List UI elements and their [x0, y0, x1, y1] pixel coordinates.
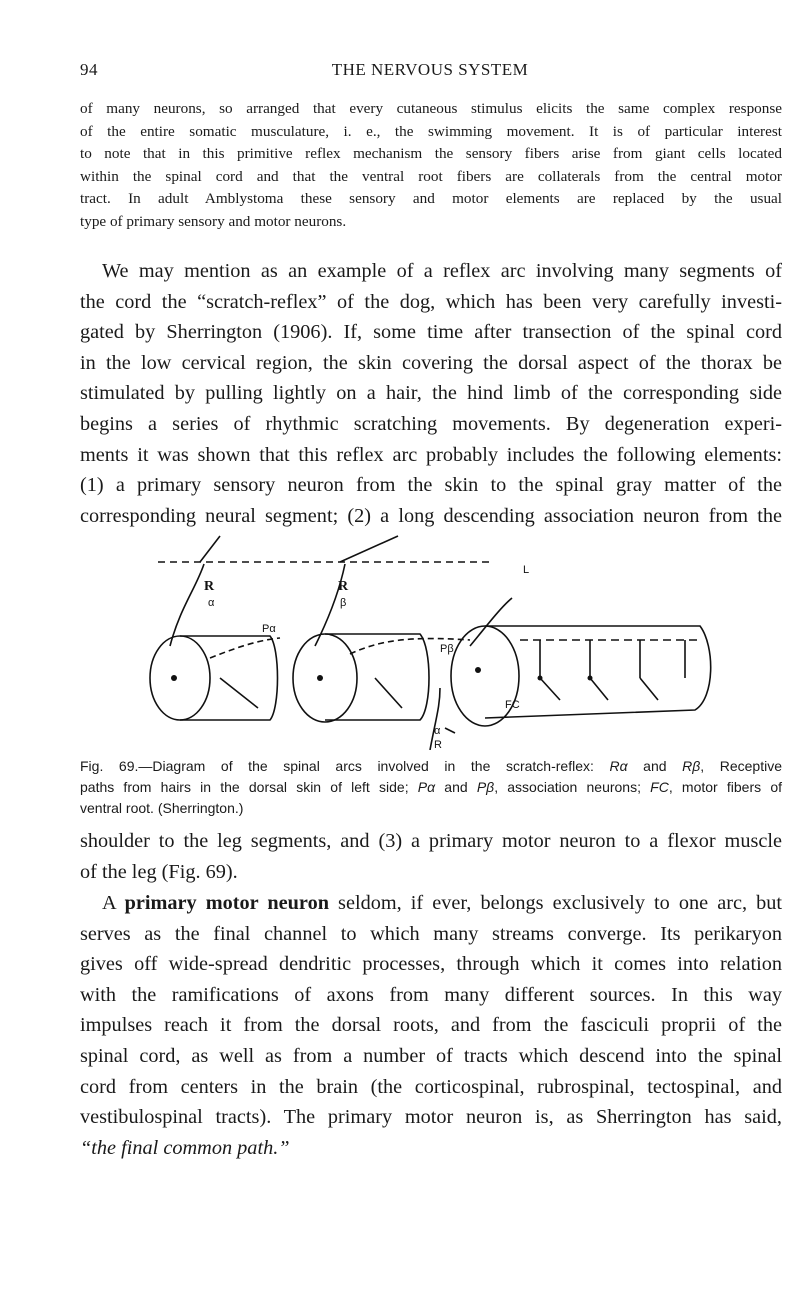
caption-text: , motor fibers of — [668, 779, 782, 795]
caption-fig: Fig. 69. — [80, 758, 139, 774]
text-line: in the low cervical region, the skin covering the dorsal aspect of the thorax be — [80, 351, 782, 374]
text-run: A — [102, 892, 125, 914]
cell-body — [317, 675, 323, 681]
label-r-beta: R — [338, 579, 349, 594]
text-line: gated by Sherrington (1906). If, some time after transection of the spinal cord — [80, 321, 782, 344]
figure-69-diagram — [140, 528, 720, 750]
text-line: gives off wide-spread dendritic processes, through which it comes into relation — [80, 953, 782, 976]
running-head — [80, 60, 780, 82]
cell-body — [588, 676, 593, 681]
text-line: We may mention as an example of a reflex arc involving many segments of — [102, 260, 782, 282]
label-r-alpha: R — [204, 579, 215, 594]
text-line: to note that in this primitive reflex mechanism the sensory fibers arise from giant cells located — [80, 145, 782, 163]
caption-text: , Receptive — [700, 758, 782, 774]
caption-pa: Pα — [417, 779, 436, 795]
text-line: of the leg (Fig. 69). — [80, 860, 238, 883]
text-line: begins a series of rhythmic scratching movements. By degeneration experi- — [80, 412, 782, 435]
label-p-beta: Pβ — [440, 643, 454, 655]
label-r-lower: R — [434, 739, 442, 750]
hair-beta — [340, 536, 398, 562]
spinal-arcs-diagram — [140, 528, 720, 750]
cord-segment-3 — [451, 626, 519, 726]
page-number: 94 — [80, 60, 98, 79]
label-alpha-lower: α — [434, 725, 441, 737]
caption-text: and — [435, 779, 477, 795]
text-line: serves as the final channel to which many streams converge. Its perikaryon — [80, 922, 782, 945]
cord-segment-1 — [150, 636, 210, 720]
caption-rb: Rβ — [682, 758, 701, 774]
caption-text: and — [627, 758, 683, 774]
association-pa — [210, 638, 280, 658]
header-title: THE NERVOUS SYSTEM — [331, 60, 529, 79]
cell-body — [538, 676, 543, 681]
cord-segment-2 — [293, 634, 357, 722]
text-line: within the spinal cord and that the ventral root fibers are collaterals from the central motor — [80, 167, 782, 185]
text-line: cord from centers in the brain (the corticospinal, rubrospinal, tectospinal, and — [80, 1075, 782, 1098]
paragraph-4 — [80, 888, 782, 1163]
caption-line — [80, 777, 782, 798]
text-line: of many neurons, so arranged that every cutaneous stimulus elicits the same complex response — [80, 100, 782, 117]
label-alpha: α — [208, 597, 215, 609]
italic-quote: “the final common path.” — [80, 1136, 290, 1159]
label-fc: FC — [505, 699, 520, 711]
text-line: of the entire somatic musculature, i. e., the swimming movement. It is of particular interest — [80, 122, 782, 140]
segment-1-body — [180, 636, 278, 720]
text-line: corresponding neural segment; (2) a long descending association neuron from the — [80, 504, 782, 527]
text-line: with the ramifications of axons from many different sources. In this way — [80, 983, 782, 1006]
label-p-alpha: Pα — [262, 623, 276, 635]
label-l: L — [523, 564, 530, 576]
figure-caption — [80, 756, 782, 819]
lower-hair — [445, 728, 455, 733]
text-line: ments it was shown that this reflex arc probably includes the following elements: — [80, 443, 782, 466]
text-line: stimulated by pulling lightly on a hair, the hind limb of the corresponding side — [80, 382, 782, 405]
collaterals — [540, 640, 685, 678]
text-line: tract. In adult Amblystoma these sensory and motor elements are replaced by the usual — [80, 190, 782, 208]
segment-2-body — [325, 634, 429, 720]
text-line: (1) a primary sensory neuron from the skin to the spinal gray matter of the — [80, 474, 782, 497]
text-line — [80, 888, 782, 919]
text-line — [80, 1133, 782, 1164]
caption-line: ventral root. (Sherrington.) — [80, 800, 244, 816]
receptive-path-alpha — [170, 564, 204, 646]
text-line: impulses reach it from the dorsal roots, and from the fasciculi proprii of the — [80, 1014, 782, 1037]
caption-ra: Rα — [609, 758, 628, 774]
paragraph-3 — [80, 826, 782, 887]
text-line: type of primary sensory and motor neurons. — [80, 212, 347, 230]
caption-pb: Pβ — [476, 779, 495, 795]
cell-body — [475, 667, 481, 673]
text-line: the cord the “scratch-reflex” of the dog, which has been very carefully investi- — [80, 290, 782, 313]
text-line: spinal cord, as well as from a number of tracts which descend into the spinal — [80, 1044, 782, 1067]
text-line: vestibulospinal tracts). The primary motor neuron is, as Sherrington has said, — [80, 1106, 782, 1129]
caption-line — [80, 756, 782, 777]
cell-body — [171, 675, 177, 681]
paragraph-2 — [80, 256, 782, 531]
caption-text: paths from hairs in the dorsal skin of left side; — [80, 779, 418, 795]
bold-term: primary motor neuron — [124, 892, 329, 914]
text-run: seldom, if ever, belongs exclusively to one arc, but — [329, 892, 782, 914]
text-line: shoulder to the leg segments, and (3) a primary motor neuron to a flexor muscle — [80, 830, 782, 852]
caption-fc: FC — [650, 779, 669, 795]
receptive-path-l — [470, 598, 512, 646]
label-beta: β — [340, 597, 347, 609]
paragraph-1 — [80, 98, 782, 234]
hair-alpha — [200, 536, 220, 562]
caption-text: , association neurons; — [494, 779, 651, 795]
caption-text: —Diagram of the spinal arcs involved in the scratch-reflex: — [138, 758, 610, 774]
